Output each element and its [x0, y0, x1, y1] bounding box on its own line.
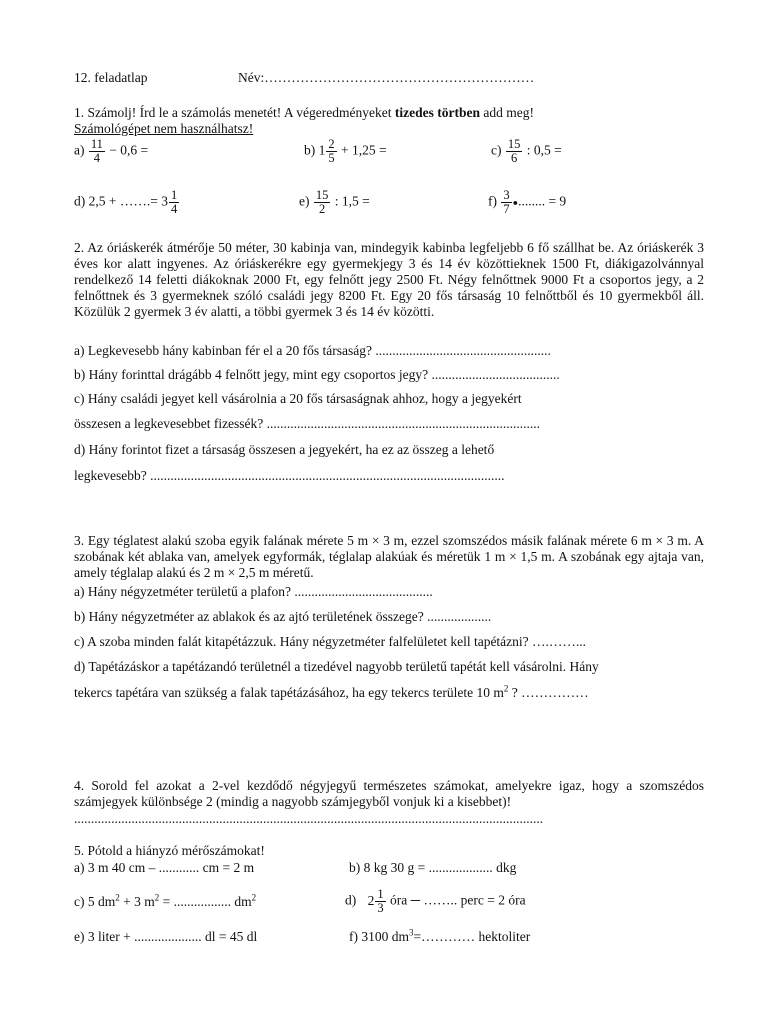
task5-c-part3: = ................. dm: [159, 894, 252, 909]
task5-f: [349, 929, 530, 945]
task3-question-d-text: tekercs tapétára van szükség a falak tapétázásához, ha egy tekercs területe 10 m: [74, 685, 504, 700]
task3-text: 3. Egy téglatest alakú szoba egyik falának mérete 5 m × 3 m, ezzel szomszédos másik falának mérete 6 m × 3 m. A szobának két ablaka van, amelyek egyformák, téglalap alakúak és méretük 1 m × 1,5 m. A szobának egy ajtaja van, amely téglalap alakú és 2 m × 2,5 m méretű.: [74, 533, 704, 580]
task5-title: 5. Pótold a hiányzó mérőszámokat!: [74, 843, 265, 858]
task2-question-d-line1: d) Hány forintot fizet a társaság összesen a jegyekért, ha ez az összeg a lehető: [74, 442, 495, 457]
task3-question-d-answer: ? ……………: [508, 685, 589, 700]
fraction: [89, 138, 105, 165]
task4-answer-line: ...........................................................................................................................................: [74, 811, 544, 826]
task1-no-calculator: Számológépet nem használhatsz!: [74, 121, 254, 136]
task1-e: [299, 189, 370, 216]
task2-question-b: b) Hány forinttal drágább 4 felnőtt jegy, mint egy csoportos jegy? ......................................: [74, 367, 560, 382]
task1-d-pre: 2,5 + …….=: [88, 193, 162, 209]
task1-d: [74, 189, 180, 216]
task1-instruction: [74, 105, 534, 121]
denominator: 4: [170, 202, 178, 216]
task4-text: 4. Sorold fel azokat a 2-vel kezdődő négyjegyű természetes számokat, amelyekre igaz, hogy a szomszédos számjegyek különbsége 2 (mindig a nagyobb számjegyből vonjuk ki a kisebbet)!: [74, 778, 704, 809]
fraction: [501, 189, 511, 216]
superscript: 2: [251, 892, 257, 903]
numerator: 15: [507, 137, 521, 151]
task3-question-b: b) Hány négyzetméter az ablakok és az ajtó területének összege? ...................: [74, 609, 492, 624]
task1-e-rest: : 1,5 =: [334, 193, 370, 209]
denominator: 2: [319, 202, 326, 216]
numerator: 15: [315, 188, 329, 202]
task5-d-rest: óra ─ …….. perc = 2 óra: [386, 892, 526, 908]
whole-part: 3: [161, 193, 168, 209]
numerator: 3: [503, 188, 510, 202]
task3-question-d-line2: [74, 685, 589, 701]
numerator: 1: [377, 887, 384, 901]
numerator: 1: [170, 188, 178, 202]
task5-d: [345, 888, 526, 915]
fraction: [169, 189, 179, 216]
superscript: 2: [115, 892, 120, 903]
name-field-label: Név:……………………………………………………: [238, 70, 535, 85]
task1-b: [304, 138, 387, 165]
task1-a-label: a): [74, 142, 85, 158]
denominator: 7: [503, 202, 510, 216]
task2-question-a: a) Legkevesebb hány kabinban fér el a 20 fős társaság? ....................................................: [74, 343, 551, 358]
sheet-title: 12. feladatlap: [74, 70, 148, 85]
task1-c-label: c): [491, 142, 502, 158]
task1-intro-start: 1. Számolj! Írd le a számolás menetét! A végeredményeket: [74, 105, 395, 120]
task2-question-c-line2: összesen a legkevesebbet fizessék? .................................................................................: [74, 416, 541, 431]
task2-question-c-line1: c) Hány családi jegyet kell vásárolnia a 20 fős társaságnak ahhoz, hogy a jegyekért: [74, 391, 522, 406]
task1-intro-end: add meg!: [480, 105, 534, 120]
task5-c-part2: + 3 m: [119, 894, 155, 909]
task5-f-part2: =………… hektoliter: [413, 929, 531, 944]
task3-question-d-line1: d) Tapétázáskor a tapétázandó területnél a tizedével nagyobb területű tapétát kell vásárolni. Hány: [74, 659, 599, 674]
denominator: 3: [377, 901, 384, 915]
task1-e-label: e): [299, 193, 310, 209]
task5-e: e) 3 liter + .................... dl = 45 dl: [74, 929, 258, 944]
task5-b: b) 8 kg 30 g = ................... dkg: [349, 860, 517, 875]
superscript: 2: [154, 892, 160, 903]
task3-question-a: a) Hány négyzetméter területű a plafon? .........................................: [74, 584, 433, 599]
superscript: 2: [503, 683, 509, 694]
numerator: 11: [90, 137, 103, 151]
denominator: 4: [93, 151, 101, 165]
task1-b-rest: + 1,25 =: [341, 142, 387, 158]
task2-text: 2. Az óriáskerék átmérője 50 méter, 30 kabinja van, mindegyik kabinba legfeljebb 6 fő szállhat be. Az óriáskerék 3 éves kor alatt ingyenes. Az óriáskerékre egy gyermekjegy 3 és 14 év közöttieknek 1500 Ft, diákigazolvánnyal rendelkező 14 feletti diákoknak 2000 Ft, egy felnőtt jegy 2500 Ft. Négy felnőttnek 9000 Ft a csoportos jegy, a 2 felnőttnek és 3 gyermeknek szóló családi jegy 8200 Ft. Egy 20 fős társaság 10 felnőttből és 10 gyermekből áll. Közülük 2 gyermek 3 év alatti, a többi gyermek 3 és 14 év közötti.: [74, 240, 704, 319]
task3-question-c: c) A szoba minden falát kitapétázzuk. Hány négyzetméter falfelületet kell tapétázni? ….……...: [74, 634, 587, 649]
task5-d-label: d): [345, 892, 357, 908]
task1-f: [488, 189, 566, 216]
task1-d-label: d): [74, 193, 86, 209]
task5-f-part1: f) 3100 dm: [349, 929, 409, 944]
task1-f-label: f): [488, 193, 497, 209]
fraction: [314, 189, 331, 216]
fraction: [506, 138, 523, 165]
numerator: 2: [328, 137, 335, 151]
multiplication-dot-icon: ●: [512, 197, 519, 208]
task2-question-d-line2: legkevesebb? .........................................................................................................: [74, 468, 505, 483]
denominator: 6: [511, 151, 518, 165]
task1-a: [74, 138, 148, 165]
task1-f-rest: ........ = 9: [518, 193, 567, 209]
whole-part: 2: [367, 892, 375, 908]
task1-a-rest: − 0,6 =: [109, 142, 149, 158]
task1-intro-bold: tizedes törtben: [394, 105, 480, 120]
task1-c: [491, 138, 562, 165]
fraction: [326, 138, 336, 165]
task5-c: [74, 894, 256, 910]
task1-c-rest: : 0,5 =: [526, 142, 562, 158]
task1-b-label: b): [304, 142, 316, 158]
denominator: 5: [328, 151, 335, 165]
superscript: 3: [409, 927, 414, 938]
task5-a: a) 3 m 40 cm – ............ cm = 2 m: [74, 860, 255, 875]
task5-c-part1: c) 5 dm: [74, 894, 116, 909]
fraction: [375, 888, 385, 915]
whole-part: 1: [318, 142, 326, 158]
